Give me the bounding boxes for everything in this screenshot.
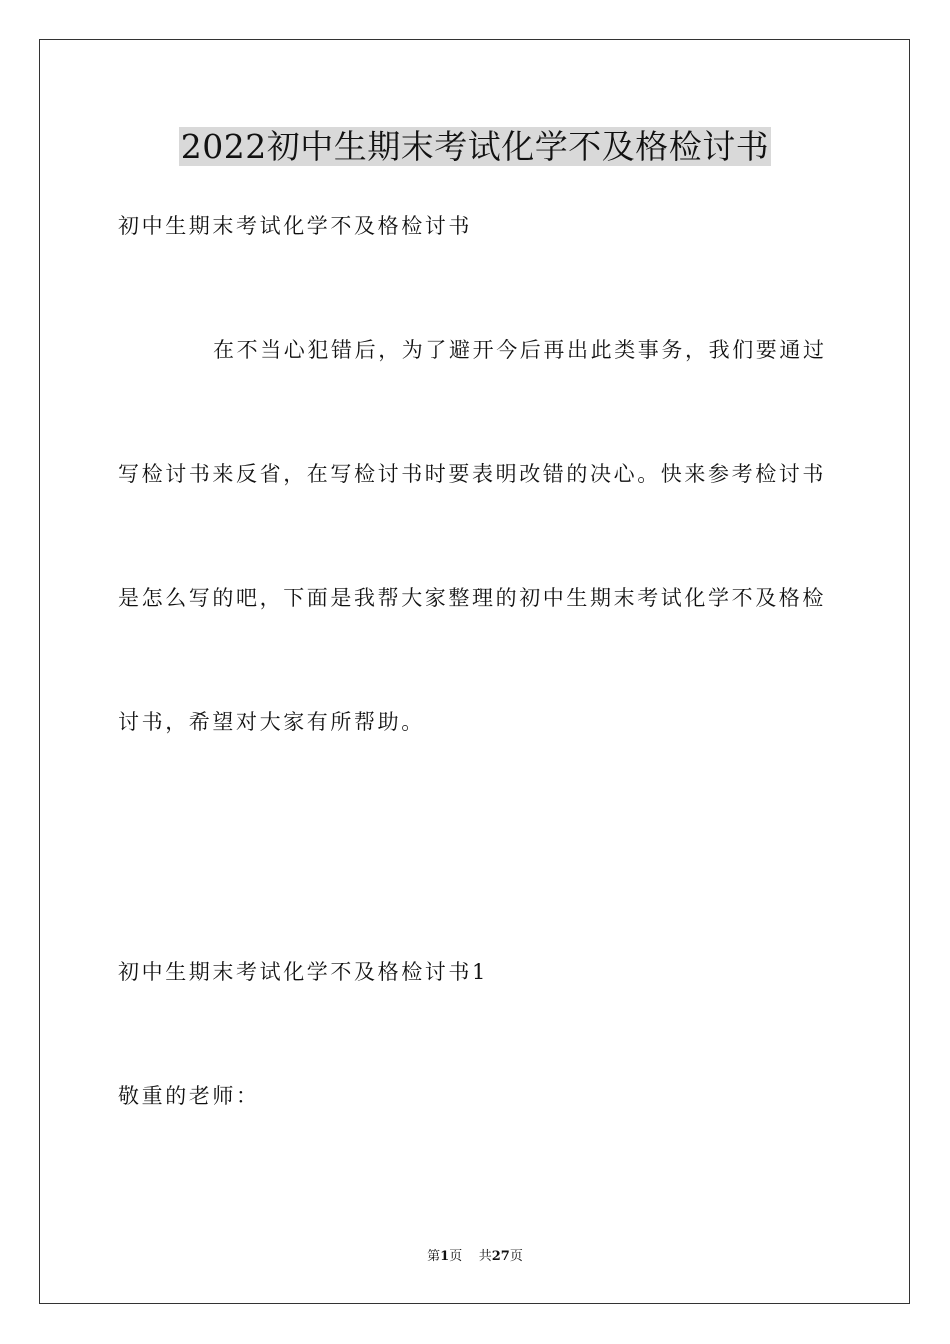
- page-label-prefix: 第: [427, 1249, 441, 1264]
- intro-line-2: 写检讨书来反省，在写检讨书时要表明改错的决心。快来参考检讨书: [118, 462, 826, 486]
- total-pages: 27: [491, 1249, 510, 1264]
- intro-line-3: 是怎么写的吧，下面是我帮大家整理的初中生期末考试化学不及格检: [118, 586, 826, 610]
- document-title-text: 2022初中生期末考试化学不及格检讨书: [180, 127, 770, 166]
- intro-line-4: 讨书，希望对大家有所帮助。: [118, 710, 425, 734]
- salutation: 敬重的老师：: [118, 1084, 260, 1108]
- document-subtitle: 初中生期末考试化学不及格检讨书: [118, 214, 472, 238]
- page-footer: [0, 1248, 950, 1266]
- total-label-prefix: 共: [478, 1249, 492, 1264]
- section-heading: 初中生期末考试化学不及格检讨书1: [118, 960, 488, 984]
- intro-line-1: 在不当心犯错后，为了避开今后再出此类事务，我们要通过: [213, 338, 827, 362]
- total-label-suffix: 页: [509, 1249, 523, 1264]
- page-label-suffix: 页: [449, 1249, 463, 1264]
- document-title: [0, 124, 950, 170]
- page-number: 1: [440, 1249, 450, 1264]
